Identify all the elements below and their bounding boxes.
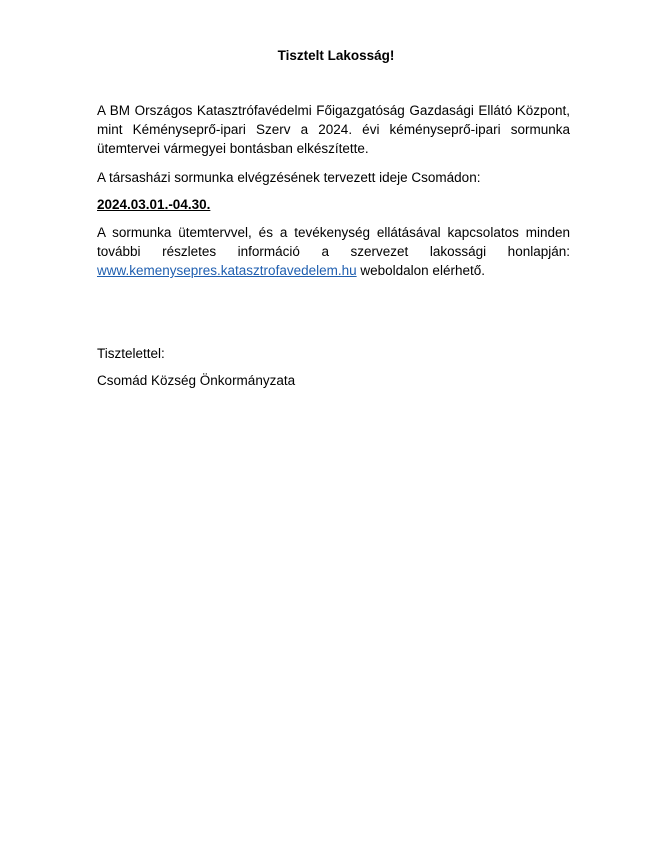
intro-paragraph: A BM Országos Katasztrófavédelmi Főigazgatóság Gazdasági Ellátó Központ, mint Kéményseprő-ipari Szerv a 2024. évi kéményseprő-ipari sormunka ütemtervei vármegyei bontásban elkészítette.: [97, 103, 570, 156]
document-title: Tisztelt Lakosság!: [277, 48, 395, 63]
date-range: 2024.03.01.-04.30.: [97, 197, 211, 212]
info-text-before-link: A sormunka ütemtervvel, és a tevékenység ellátásával kapcsolatos minden további részletes információ a szervezet lakossági honlapján:: [97, 225, 570, 259]
schedule-paragraph: A társasházi sormunka elvégzésének tervezett ideje Csomádon:: [97, 170, 481, 185]
website-link[interactable]: www.kemenysepres.katasztrofavedelem.hu: [97, 263, 357, 278]
info-paragraph: [97, 223, 570, 280]
info-text-after-link: weboldalon elérhető.: [356, 263, 485, 278]
closing-salutation: Tisztelettel:: [97, 346, 165, 361]
signature: Csomád Község Önkormányzata: [97, 373, 296, 388]
